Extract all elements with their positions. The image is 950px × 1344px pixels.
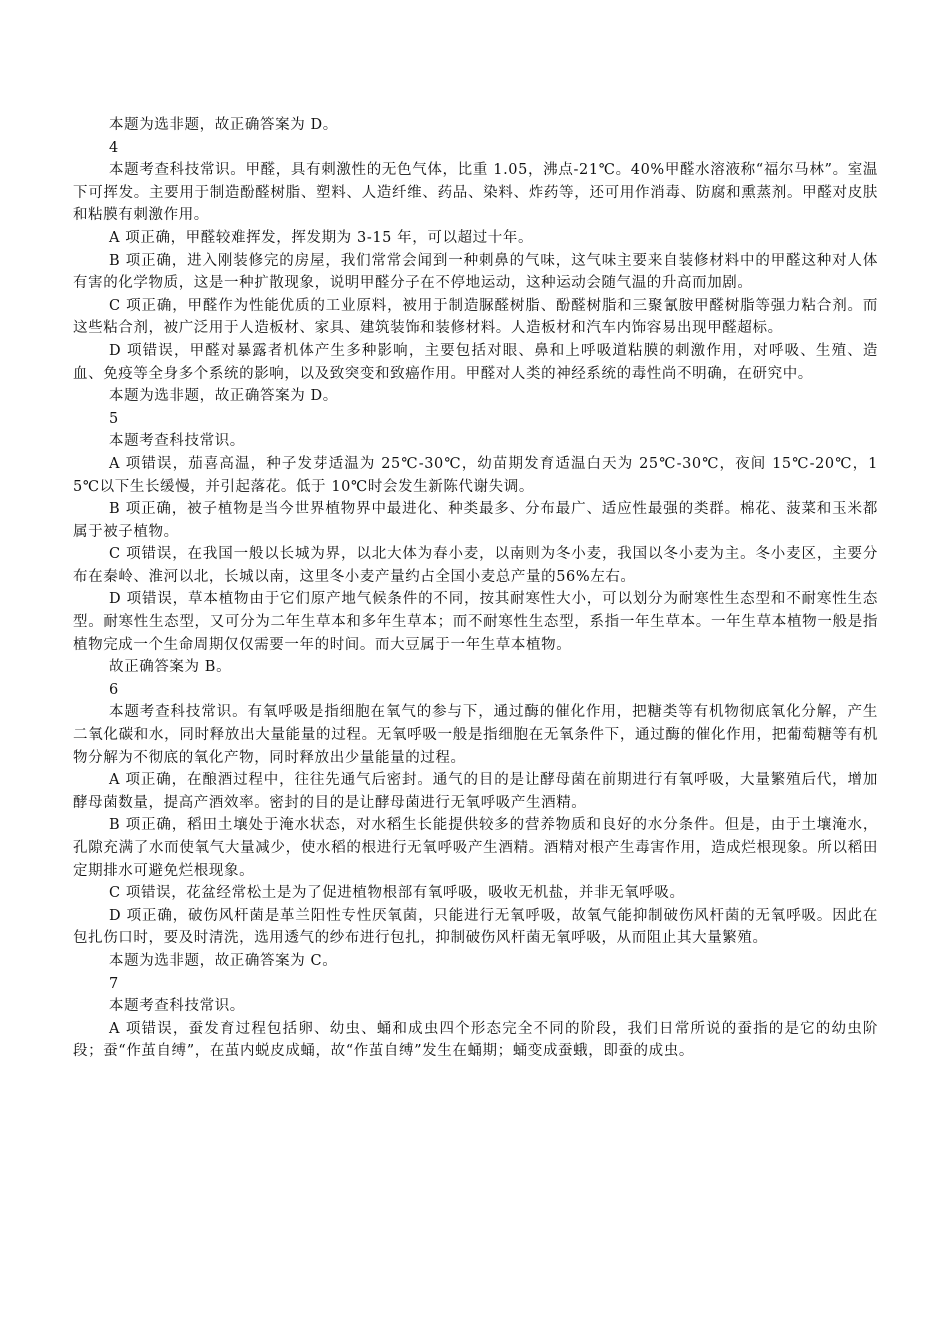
- paragraph: 本题为选非题，故正确答案为 D。: [109, 117, 338, 133]
- paragraph: C 项正确，甲醛作为性能优质的工业原料，被用于制造脲醛树脂、酚醛树脂和三聚氰胺甲醛树脂等强力粘合剂。而这些粘合剂，被广泛用于人造板材、家具、建筑装饰和装修材料。人造板材和汽车内饰容易出现甲醛超标。: [73, 297, 878, 337]
- paragraph: D 项错误，甲醛对暴露者机体产生多种影响，主要包括对眼、鼻和上呼吸道粘膜的刺激作用，对呼吸、生殖、造血、免疫等全身多个系统的影响，以及致突变和致癌作用。甲醛对人类的神经系统的毒性尚不明确，在研究中。: [73, 342, 878, 382]
- paragraph: 本题考查科技常识。: [109, 998, 245, 1015]
- paragraph: D 项错误，草本植物由于它们原产地气候条件的不同，按其耐寒性大小，可以划分为耐寒性生态型和不耐寒性生态型。耐寒性生态型，又可分为二年生草本和多年生草本；而不耐寒性生态型，系指一年生草本。一年生草本植物一般是指植物完成一个生命周期仅仅需要一年的时间。而大豆属于一年生草本植物。: [73, 591, 878, 653]
- paragraph: C 项错误，花盆经常松土是为了促进植物根部有氧呼吸，吸收无机盐，并非无氧呼吸。: [109, 885, 685, 902]
- paragraph: C 项错误，在我国一般以长城为界，以北大体为春小麦，以南则为冬小麦，我国以冬小麦为主。冬小麦区，主要分布在秦岭、淮河以北，长城以南，这里冬小麦产量约占全国小麦总产量的56%左右。: [73, 546, 878, 585]
- paragraph: B 项正确，稻田土壤处于淹水状态，对水稻生长能提供较多的营养物质和良好的水分条件。但是，由于土壤淹水，孔隙充满了水而使氧气大量减少，使水稻的根进行无氧呼吸产生酒精。酒精对根产生毒害作用，造成烂根现象。所以稻田定期排水可避免烂根现象。: [73, 817, 878, 879]
- paragraph: D 项正确，破伤风杆菌是革兰阳性专性厌氧菌，只能进行无氧呼吸，故氧气能抑制破伤风杆菌的无氧呼吸。因此在包扎伤口时，要及时清洗，选用透气的纱布进行包扎，抑制破伤风杆菌无氧呼吸，从而阻止其大量繁殖。: [73, 907, 878, 947]
- paragraph: B 项正确，被子植物是当今世界植物界中最进化、种类最多、分布最广、适应性最强的类群。棉花、菠菜和玉米都属于被子植物。: [73, 501, 878, 540]
- paragraph: A 项正确，甲醛较难挥发，挥发期为 3-15 年，可以超过十年。: [109, 229, 534, 246]
- paragraph: 本题考查科技常识。: [109, 433, 245, 450]
- paragraph: 5: [109, 410, 119, 427]
- paragraph: 本题为选非题，故正确答案为 D。: [109, 388, 338, 405]
- paragraph: 7: [109, 975, 119, 992]
- paragraph: A 项错误，蚕发育过程包括卵、幼虫、蛹和成虫四个形态完全不同的阶段，我们日常所说的蚕指的是它的幼虫阶段；蚕“作茧自缚”，在茧内蜕皮成蛹，故“作茧自缚”发生在蛹期；蛹变成蚕蛾，即蚕的成虫。: [73, 1020, 878, 1060]
- paragraph: 6: [109, 681, 119, 698]
- paragraph: 本题考查科技常识。甲醛，具有刺激性的无色气体，比重 1.05，沸点-21℃。40%甲醛水溶液称“福尔马林”。室温下可挥发。主要用于制造酚醛树脂、塑料、人造纤维、药品、染料、炸药等，还可用作消毒、防腐和熏蒸剂。甲醛对皮肤和粘膜有刺激作用。: [73, 162, 878, 224]
- paragraph: B 项正确，进入刚装修完的房屋，我们常常会闻到一种刺鼻的气味，这气味主要来自装修材料中的甲醛这种对人体有害的化学物质，这是一种扩散现象，说明甲醛分子在不停地运动，这种运动会随气温的升高而加剧。: [73, 252, 878, 292]
- paragraph: 本题考查科技常识。有氧呼吸是指细胞在氧气的参与下，通过酶的催化作用，把糖类等有机物彻底氧化分解，产生二氧化碳和水，同时释放出大量能量的过程。无氧呼吸一般是指细胞在无氧条件下，通过酶的催化作用，把葡萄糖等有机物分解为不彻底的氧化产物，同时释放出少量能量的过程。: [73, 704, 878, 766]
- paragraph: 本题为选非题，故正确答案为 C。: [109, 952, 338, 969]
- document-body: [73, 114, 878, 1063]
- paragraph: A 项正确，在酿酒过程中，往往先通气后密封。通气的目的是让酵母菌在前期进行有氧呼吸，大量繁殖后代，增加酵母菌数量，提高产酒效率。密封的目的是让酵母菌进行无氧呼吸产生酒精。: [73, 772, 878, 811]
- paragraph: 4: [109, 139, 119, 156]
- paragraph: A 项错误，茄喜高温，种子发芽适温为 25℃-30℃，幼苗期发育适温白天为 25℃-30℃，夜间 15℃-20℃，15℃以下生长缓慢，并引起落花。低于 10℃时会发生新陈代谢失调。: [73, 455, 878, 495]
- paragraph: 故正确答案为 B。: [109, 659, 232, 676]
